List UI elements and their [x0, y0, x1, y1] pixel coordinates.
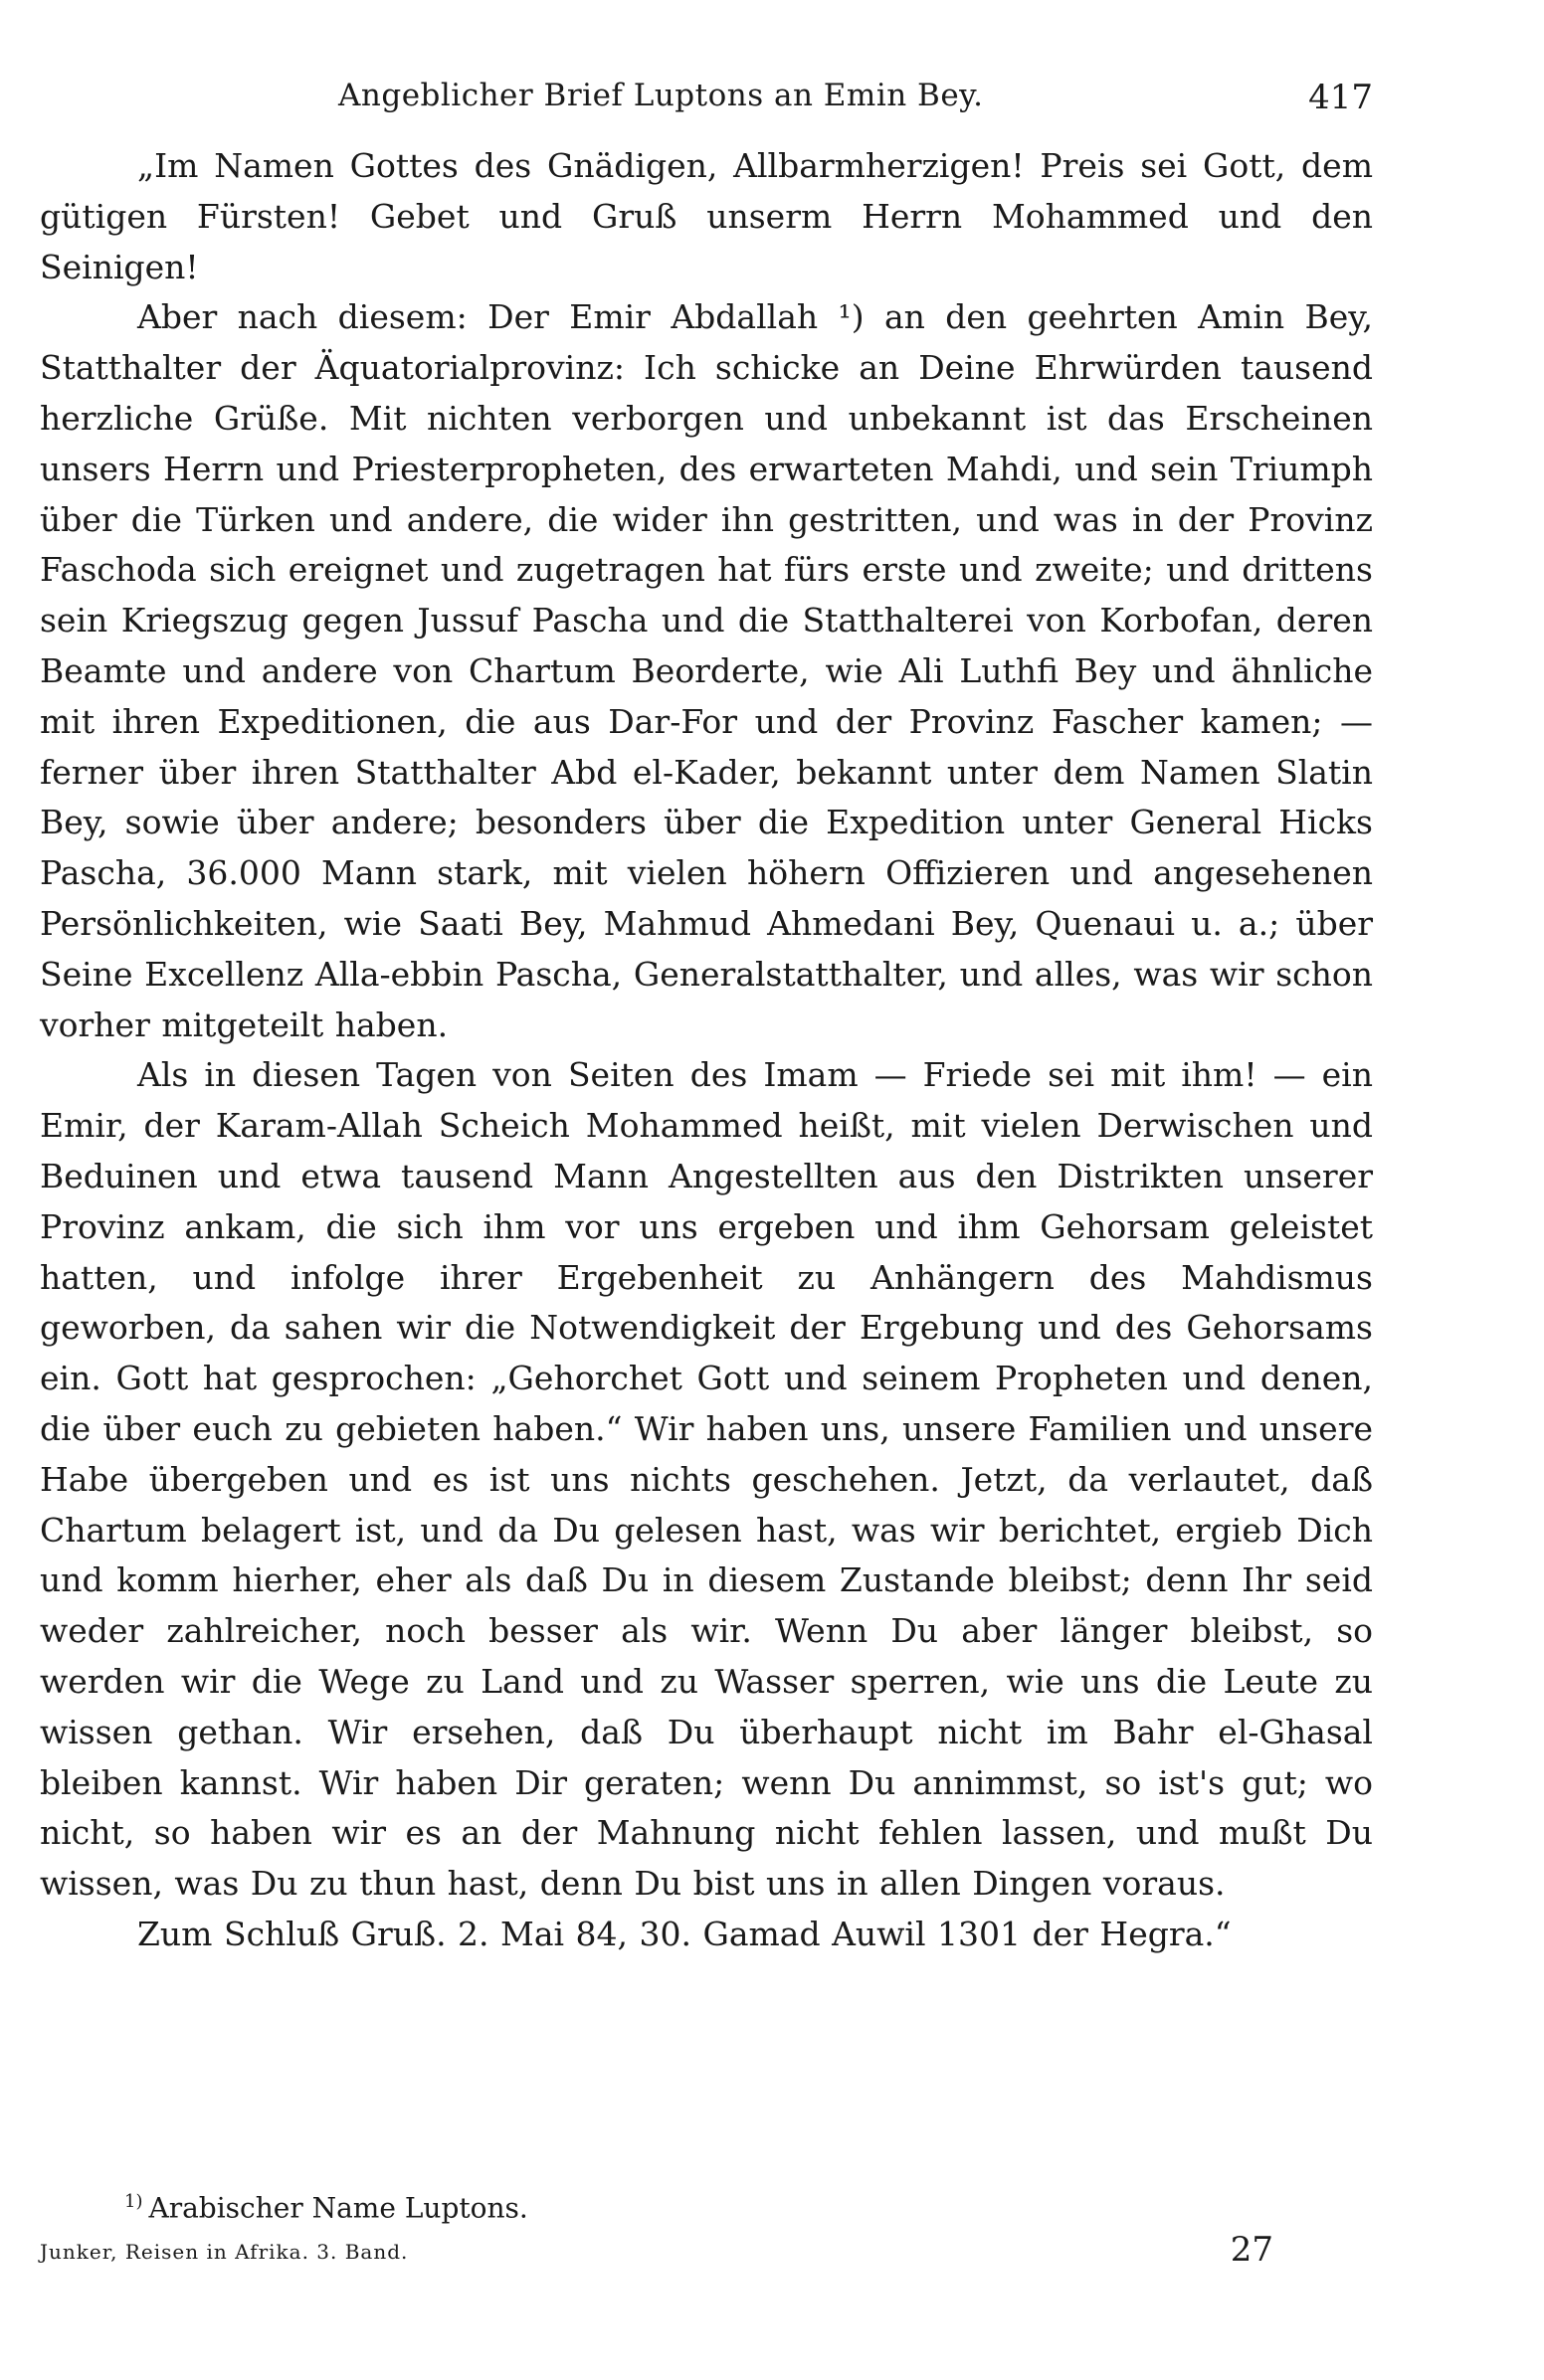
page-header [338, 78, 1373, 127]
footnote [124, 2191, 528, 2224]
footnote-marker: 1) [124, 2191, 143, 2212]
letter-body [40, 141, 1373, 1960]
paragraph-introduction: Aber nach diesem: Der Emir Abdallah ¹) an den geehrten Amin Bey, Statthalter der Äquatorialprovinz: Ich schicke an Deine Ehrwürden tausend herzliche Grüße. Mit nichten verborgen und unbekannt ist das Erscheinen unsers Herrn und Priesterpropheten, des erwarteten Mahdi, und sein Triumph über die Türken und andere, die wider ihn gestritten, und was in der Provinz Faschoda sich ereignet und zugetragen hat fürs erste und zweite; und drittens sein Kriegszug gegen Jussuf Pascha und die Statthalterei von Korbofan, deren Beamte und andere von Chartum Beorderte, wie Ali Luthfi Bey und ähnliche mit ihren Expeditionen, die aus Dar-For und der Provinz Fascher kamen; — ferner über ihren Statthalter Abd el-Kader, bekannt unter dem Namen Slatin Bey, sowie über andere; besonders über die Expedition unter General Hicks Pascha, 36.000 Mann stark, mit vielen höhern Offizieren und angesehenen Persönlichkeiten, wie Saati Bey, Mahmud Ahmedani Bey, Quenaui u. a.; über Seine Excellenz Alla-ebbin Pascha, Generalstatthalter, und alles, was wir schon vorher mitgeteilt haben. [40, 297, 1373, 1044]
paragraph-closing: Zum Schluß Gruß. 2. Mai 84, 30. Gamad Auwil 1301 der Hegra.“ [137, 1914, 1232, 1953]
page-number: 417 [1308, 78, 1373, 117]
footnote-text: Arabischer Name Luptons. [148, 2191, 528, 2225]
paragraph-demand: Als in diesen Tagen von Seiten des Imam — Friede sei mit ihm! — ein Emir, der Karam-Allah Scheich Mohammed heißt, mit vielen Derwischen und Beduinen und etwa tausend Mann Angestellten aus den Distrikten unserer Provinz ankam, die sich ihm vor uns ergeben und ihm Gehorsam geleistet hatten, und infolge ihrer Ergebenheit zu Anhängern des Mahdismus geworben, da sahen wir die Notwendigkeit der Ergebung und des Gehorsams ein. Gott hat gesprochen: „Gehorchet Gott und seinem Propheten und denen, die über euch zu gebieten haben.“ Wir haben uns, unsere Familien und unsere Habe übergeben und es ist uns nichts geschehen. Jetzt, da verlautet, daß Chartum belagert ist, und da Du gelesen hast, was wir berichtet, ergieb Dich und komm hierher, eher als daß Du in diesem Zustande bleibst; denn Ihr seid weder zahlreicher, noch besser als wir. Wenn Du aber länger bleibst, so werden wir die Wege zu Land und zu Wasser sperren, wie uns die Leute zu wissen gethan. Wir ersehen, daß Du überhaupt nicht im Bahr el-Ghasal bleiben kannst. Wir haben Dir geraten; wenn Du annimmst, so ist's gut; wo nicht, so haben wir es an der Mahnung nicht fehlen lassen, und mußt Du wissen, was Du zu thun hast, denn Du bist uns in allen Dingen voraus. [40, 1055, 1373, 1904]
printer-signature: Junker, Reisen in Afrika. 3. Band. [40, 2240, 409, 2264]
paragraph-salutation: „Im Namen Gottes des Gnädigen, Allbarmherzigen! Preis sei Gott, dem gütigen Fürsten! Gebet und Gruß unserm Herrn Mohammed und den Seinigen! [40, 146, 1373, 286]
running-title: Angeblicher Brief Luptons an Emin Bey. [338, 78, 984, 113]
sheet-number: 27 [1230, 2230, 1273, 2270]
signature-line [40, 2230, 1273, 2272]
